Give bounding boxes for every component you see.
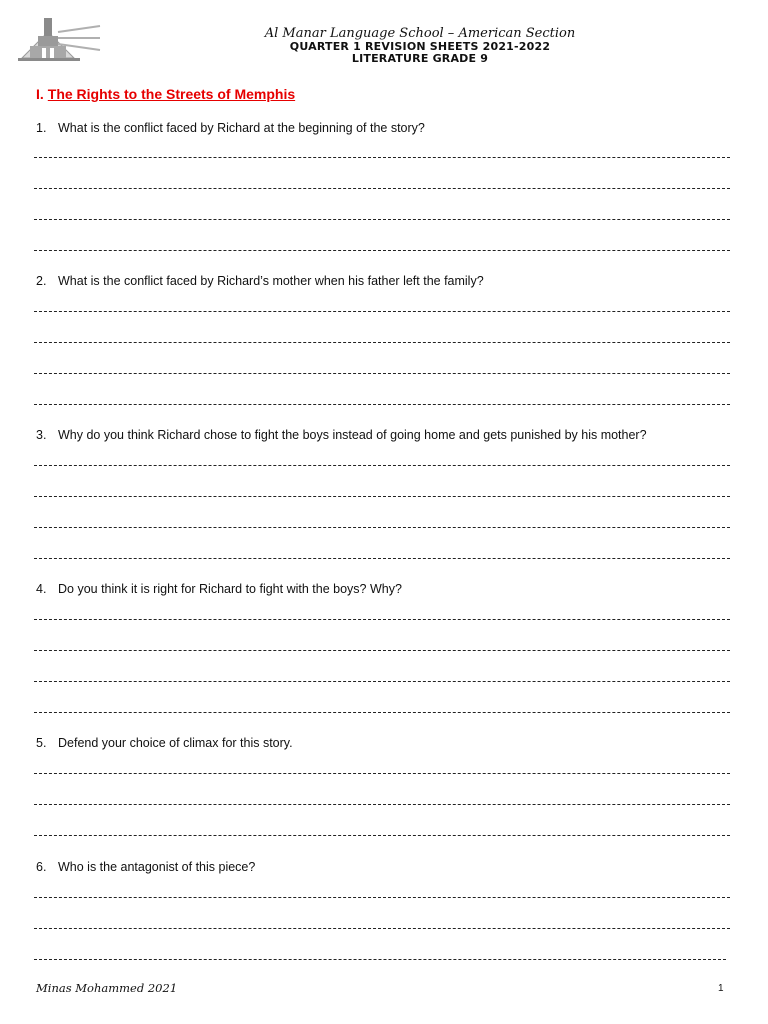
page-number: 1 bbox=[718, 983, 724, 994]
question-text: Do you think it is right for Richard to fight with the boys? Why? bbox=[58, 582, 402, 596]
question-6 bbox=[36, 859, 255, 875]
answer-line[interactable] bbox=[34, 496, 730, 497]
answer-line[interactable] bbox=[34, 558, 730, 559]
school-name: Al Manar Language School – American Section bbox=[264, 26, 576, 41]
page-header bbox=[170, 26, 670, 65]
footer-author: Minas Mohammed 2021 bbox=[36, 981, 178, 995]
answer-line[interactable] bbox=[34, 311, 730, 312]
question-text: What is the conflict faced by Richard at the beginning of the story? bbox=[58, 121, 425, 135]
answer-line[interactable] bbox=[34, 157, 730, 158]
question-number: 4. bbox=[36, 582, 47, 596]
question-number: 3. bbox=[36, 428, 47, 442]
question-number: 6. bbox=[36, 860, 47, 874]
answer-line[interactable] bbox=[34, 250, 730, 251]
question-text: Defend your choice of climax for this story. bbox=[58, 736, 293, 750]
answer-line[interactable] bbox=[34, 773, 730, 774]
question-1 bbox=[36, 120, 425, 136]
answer-line[interactable] bbox=[34, 527, 730, 528]
revision-title: QUARTER 1 REVISION SHEETS 2021-2022 bbox=[289, 40, 551, 53]
question-3 bbox=[36, 427, 647, 443]
question-number: 2. bbox=[36, 274, 47, 288]
answer-line[interactable] bbox=[34, 465, 730, 466]
answer-line[interactable] bbox=[34, 897, 730, 898]
answer-line[interactable] bbox=[34, 928, 730, 929]
school-building-icon bbox=[14, 14, 104, 66]
answer-line[interactable] bbox=[34, 219, 730, 220]
question-number: 1. bbox=[36, 121, 47, 135]
subject-grade: LITERATURE GRADE 9 bbox=[351, 52, 489, 65]
answer-line[interactable] bbox=[34, 619, 730, 620]
section-title: The Rights to the Streets of Memphis bbox=[47, 86, 296, 102]
section-heading bbox=[36, 86, 295, 102]
answer-line[interactable] bbox=[34, 342, 730, 343]
answer-line[interactable] bbox=[34, 804, 730, 805]
question-text: What is the conflict faced by Richard’s mother when his father left the family? bbox=[58, 274, 484, 288]
answer-line[interactable] bbox=[34, 681, 730, 682]
answer-line[interactable] bbox=[34, 404, 730, 405]
answer-line[interactable] bbox=[34, 373, 730, 374]
question-5 bbox=[36, 735, 293, 751]
section-number: I. bbox=[36, 86, 44, 102]
answer-line[interactable] bbox=[34, 650, 730, 651]
question-text: Who is the antagonist of this piece? bbox=[58, 860, 256, 874]
question-4 bbox=[36, 581, 402, 597]
question-2 bbox=[36, 273, 484, 289]
answer-line[interactable] bbox=[34, 188, 730, 189]
answer-line[interactable] bbox=[34, 835, 730, 836]
question-number: 5. bbox=[36, 736, 47, 750]
answer-line[interactable] bbox=[34, 712, 730, 713]
answer-line[interactable] bbox=[34, 959, 726, 960]
question-text: Why do you think Richard chose to fight the boys instead of going home and gets punished by his mother? bbox=[58, 428, 647, 442]
